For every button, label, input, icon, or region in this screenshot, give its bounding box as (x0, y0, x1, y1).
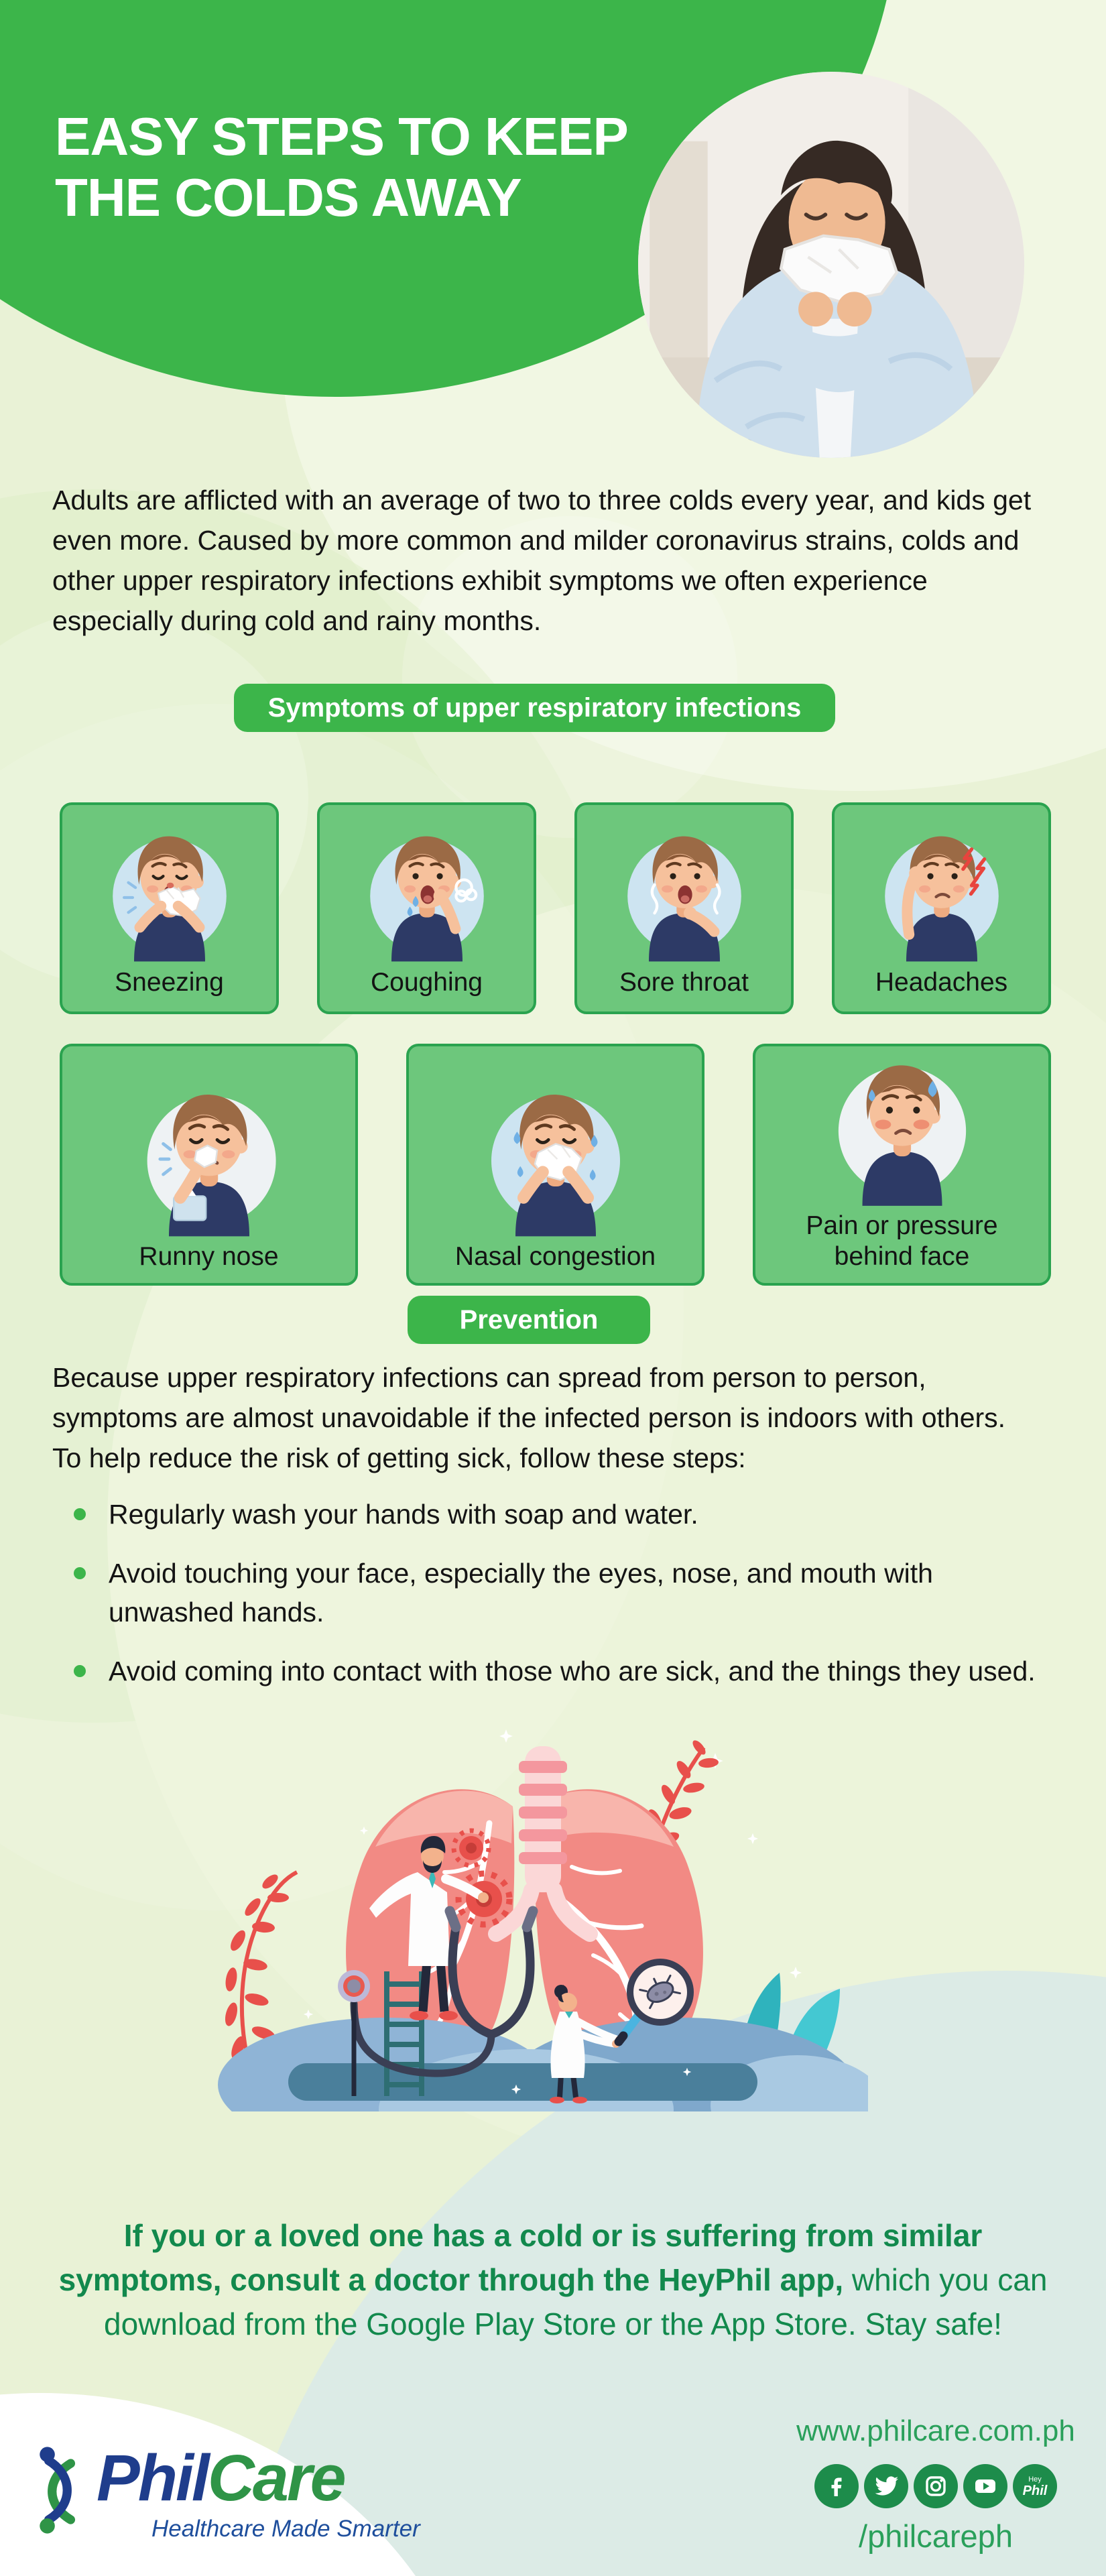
footer-social-block (791, 2414, 1081, 2555)
brand-tagline: Healthcare Made Smarter (151, 2516, 420, 2542)
coughing-illustration (356, 818, 498, 966)
card-label: Coughing (371, 968, 483, 997)
bullet-item: Regularly wash your hands with soap and water. (74, 1495, 1039, 1534)
symptoms-heading-pill: Symptoms of upper respiratory infections (234, 684, 835, 732)
card-label: Pain or pressure behind face (806, 1211, 998, 1271)
cta-text (57, 2213, 1049, 2346)
instagram-icon[interactable] (914, 2464, 958, 2508)
woman-blowing-nose-photo (638, 72, 1024, 458)
facebook-icon[interactable] (814, 2464, 859, 2508)
card-pain-pressure (753, 1044, 1051, 1286)
page-title (55, 106, 628, 228)
card-headaches (832, 802, 1051, 1014)
card-sneezing (60, 802, 279, 1014)
card-label: Sore throat (619, 968, 749, 997)
card-label: Headaches (875, 968, 1008, 997)
card-label: Runny nose (139, 1242, 279, 1271)
brand-care: Care (207, 2441, 345, 2514)
cta-bold-text: If you or a loved one has a cold or is suffering from similar symptoms, consult a doctor through the HeyPhil app, (58, 2218, 983, 2297)
header-photo (638, 72, 1024, 458)
bullet-item: Avoid coming into contact with those who are sick, and the things they used. (74, 1652, 1039, 1691)
card-coughing (317, 802, 536, 1014)
sore-throat-illustration (613, 818, 755, 966)
symptom-cards-row-1 (60, 802, 1051, 1014)
youtube-icon[interactable] (963, 2464, 1007, 2508)
card-sore-throat (574, 802, 794, 1014)
headaches-illustration (871, 818, 1013, 966)
sneezing-illustration (99, 818, 241, 966)
symptom-cards-row-2 (60, 1044, 1051, 1286)
runny-nose-illustration (129, 1075, 290, 1241)
website-link[interactable]: www.philcare.com.ph (796, 2414, 1075, 2447)
nasal-congestion-illustration (475, 1075, 636, 1241)
prevention-paragraph: Because upper respiratory infections can spread from person to person, symptoms are almost unavoidable if the infected person is indoors with others. To help reduce the risk of getting sick, follow these steps: (52, 1362, 1006, 1473)
prevention-heading-pill: Prevention (408, 1296, 650, 1344)
social-handle: /philcareph (859, 2518, 1013, 2554)
heyphil-icon[interactable] (1013, 2464, 1057, 2508)
twitter-icon[interactable] (864, 2464, 908, 2508)
title-line-2: THE COLDS AWAY (55, 168, 521, 228)
pain-pressure-illustration (822, 1046, 983, 1211)
prevention-bullet-list (74, 1495, 1039, 1711)
intro-paragraph: Adults are afflicted with an average of two to three colds every year, and kids get even more. Caused by more common and milder coronavirus strains, colds and other upper respiratory infections exhibit symptoms we often experience especially during cold and rainy months. (52, 485, 1032, 636)
card-runny-nose (60, 1044, 358, 1286)
title-line-1: EASY STEPS TO KEEP (55, 107, 628, 166)
cta-regular-text: which you can download from the Google Play Store or the App Store. Stay safe! (104, 2262, 1048, 2341)
card-label: Sneezing (115, 968, 224, 997)
bullet-item: Avoid touching your face, especially the eyes, nose, and mouth with unwashed hands. (74, 1554, 1039, 1632)
brand-phil: Phil (97, 2441, 208, 2514)
card-nasal-congestion (406, 1044, 704, 1286)
social-icons-row (791, 2464, 1081, 2508)
svg-text:Hey: Hey (1028, 2475, 1042, 2483)
svg-text:Phil: Phil (1022, 2483, 1048, 2498)
philcare-logo (32, 2441, 420, 2542)
card-label: Nasal congestion (454, 1242, 656, 1271)
philcare-logo-mark (32, 2445, 87, 2535)
brand-text (97, 2441, 420, 2542)
lungs-illustration (151, 1699, 868, 2111)
